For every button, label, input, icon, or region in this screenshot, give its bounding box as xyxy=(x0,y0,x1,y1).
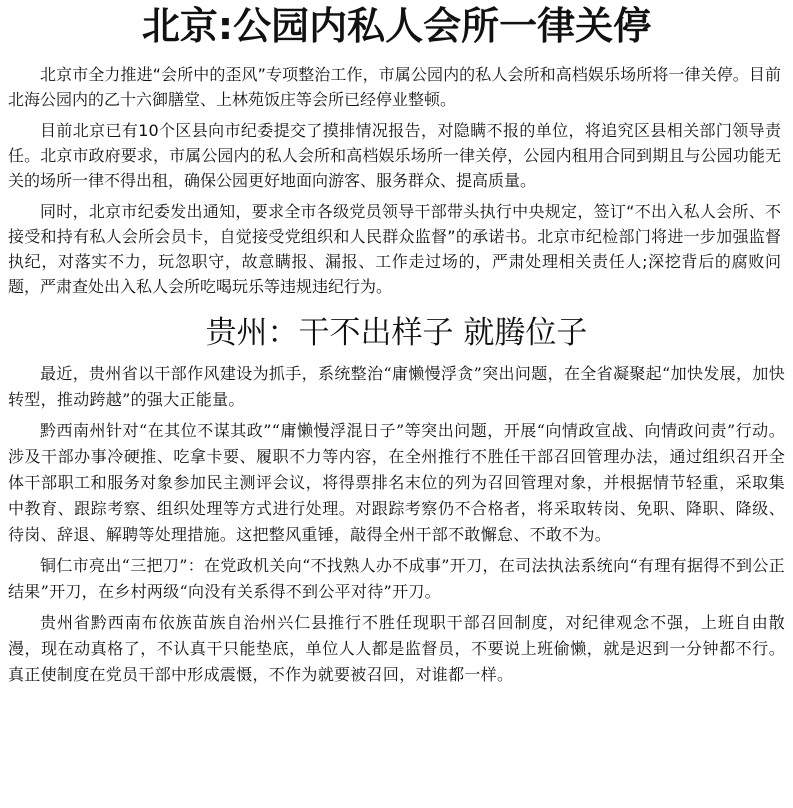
article-1-title: 北京:公园内私人会所一律关停 xyxy=(141,4,652,48)
article-1-paragraph: 同时，北京市纪委发出通知，要求全市各级党员领导干部带头执行中央规定，签订“不出入私人会所、不接受和持有私人会所会员卡，自觉接受党组织和人民群众监督”的承诺书。北京市纪检部门将进一步加强监督执纪，对落实不力，玩忽职守，故意瞒报、漏报、工作走过场的，严肃处理相关责任人;深挖背后的腐败问题，严肃查处出入私人会所吃喝玩乐等违规违纪行为。 xyxy=(8,202,781,296)
article-2-body xyxy=(8,361,785,688)
article-2-paragraph: 贵州省黔西南布依族苗族自治州兴仁县推行不胜任现职干部召回制度，对纪律观念不强，上班自由散漫，现在动真格了，不认真干只能垫底，单位人人都是监督员，不要说上班偷懒，就是迟到一分钟都不行。真正使制度在党员干部中形成震慑，不作为就要被召回，对谁都一样。 xyxy=(8,613,785,684)
article-2-paragraph: 最近，贵州省以干部作风建设为抓手，系统整治“庸懒慢浮贪”突出问题，在全省凝聚起“加快发展，加快转型，推动跨越”的强大正能量。 xyxy=(8,364,785,409)
article-1-paragraph: 目前北京已有10个区县向市纪委提交了摸排情况报告，对隐瞒不报的单位，将追究区县相关部门领导责任。北京市政府要求，市属公园内的私人会所和高档娱乐场所一律关停，公园内租用合同到期且与公园功能无关的场所一律不得出租，确保公园更好地面向游客、服务群众、提高质量。 xyxy=(8,121,781,190)
article-1-paragraph: 北京市全力推进“会所中的歪风”专项整治工作，市属公园内的私人会所和高档娱乐场所将一律关停。目前北海公园内的乙十六御膳堂、上林苑饭庄等会所已经停业整顿。 xyxy=(8,65,781,109)
article-2-paragraph: 铜仁市亮出“三把刀”：在党政机关向“不找熟人办不成事”开刀，在司法执法系统向“有理有据得不到公正结果”开刀，在乡村两级“向没有关系得不到公平对待”开刀。 xyxy=(8,556,785,601)
article-1-body xyxy=(8,62,785,299)
article-2-title: 贵州：干不出样子 就腾位子 xyxy=(205,315,588,351)
article-2-paragraph: 黔西南州针对“在其位不谋其政”“庸懒慢浮混日子”等突出问题，开展“向情政宣战、向情政问责”行动。涉及干部办事冷硬推、吃拿卡要、履职不力等内容，在全州推行不胜任干部召回管理办法，通过组织召开全体干部职工和服务对象参加民主测评会议，将得票排名末位的列为召回管理对象，并根据情节轻重，采取集中教育、跟踪考察、组织处理等方式进行处理。对跟踪考察仍不合格者，将采取转岗、免职、降职、降级、待岗、辞退、解聘等处理措施。这把整风重锤，敲得全州干部不敢懈怠、不敢不为。 xyxy=(8,421,785,544)
